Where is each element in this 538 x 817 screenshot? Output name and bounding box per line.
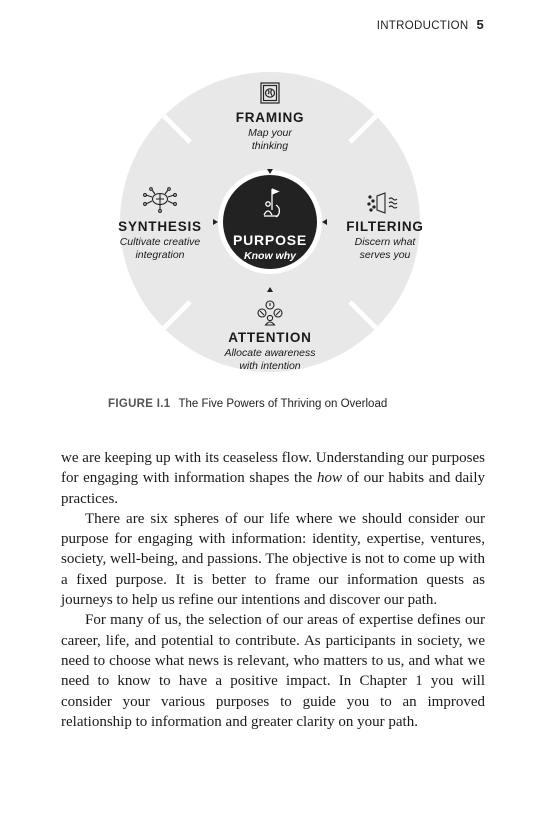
- figure-number: FIGURE I.1: [108, 398, 171, 410]
- section-title: INTRODUCTION: [376, 20, 469, 32]
- framing-title: FRAMING: [235, 110, 305, 125]
- purpose-subtitle: Know why: [244, 250, 296, 262]
- attention-subtitle-1: Allocate awareness: [224, 347, 316, 359]
- attention-label: [210, 330, 330, 373]
- framing-label: [220, 110, 320, 153]
- figure-caption: [108, 398, 387, 410]
- filtering-title: FILTERING: [346, 219, 424, 234]
- page-number: 5: [476, 17, 484, 32]
- synthesis-label: [110, 219, 210, 262]
- framing-subtitle-1: Map your: [248, 127, 292, 139]
- paragraph-1-end: of our habits and daily practices.: [61, 470, 485, 507]
- synthesis-subtitle-2: integration: [135, 249, 185, 261]
- attention-title: ATTENTION: [228, 330, 312, 345]
- figure-caption-text: The Five Powers of Thriving on Overload: [178, 398, 388, 410]
- filtering-subtitle-2: serves you: [359, 249, 411, 261]
- emphasis-how: how: [316, 470, 342, 487]
- paragraph-3: For many of us, the selection of our areas of expertise defines our career, life, and potential to contribute. As participants in society, we need to choose what news is relevant, who matters to us, and what we need to know to have a positive impact. In Chapter 1 you will consider your various purposes to guide you to an improved relationship to information and greater clarity on your path.: [61, 612, 485, 730]
- purpose-label: [230, 232, 310, 263]
- purpose-title: PURPOSE: [232, 232, 308, 248]
- synthesis-title: SYNTHESIS: [118, 219, 202, 234]
- synthesis-subtitle-1: Cultivate creative: [119, 236, 201, 248]
- body-text: [61, 448, 485, 732]
- filtering-subtitle-1: Discern what: [354, 236, 416, 248]
- paragraph-2: There are six spheres of our life where we should consider our purpose for engaging with information: identity, expertise, ventures, society, well-being, and passions. The objective is not to come up with a fixed purpose. It is better to frame our information quests as journeys to help us refine our intentions and discover our path.: [61, 510, 485, 609]
- attention-subtitle-2: with intention: [239, 360, 301, 372]
- filtering-label: [335, 219, 435, 262]
- framing-subtitle-2: thinking: [251, 140, 289, 152]
- paragraph-1-start: we are keeping up with its ceaseless flow. Understanding our purposes for engaging with information shapes the: [61, 450, 485, 487]
- paragraph-1: [61, 448, 485, 509]
